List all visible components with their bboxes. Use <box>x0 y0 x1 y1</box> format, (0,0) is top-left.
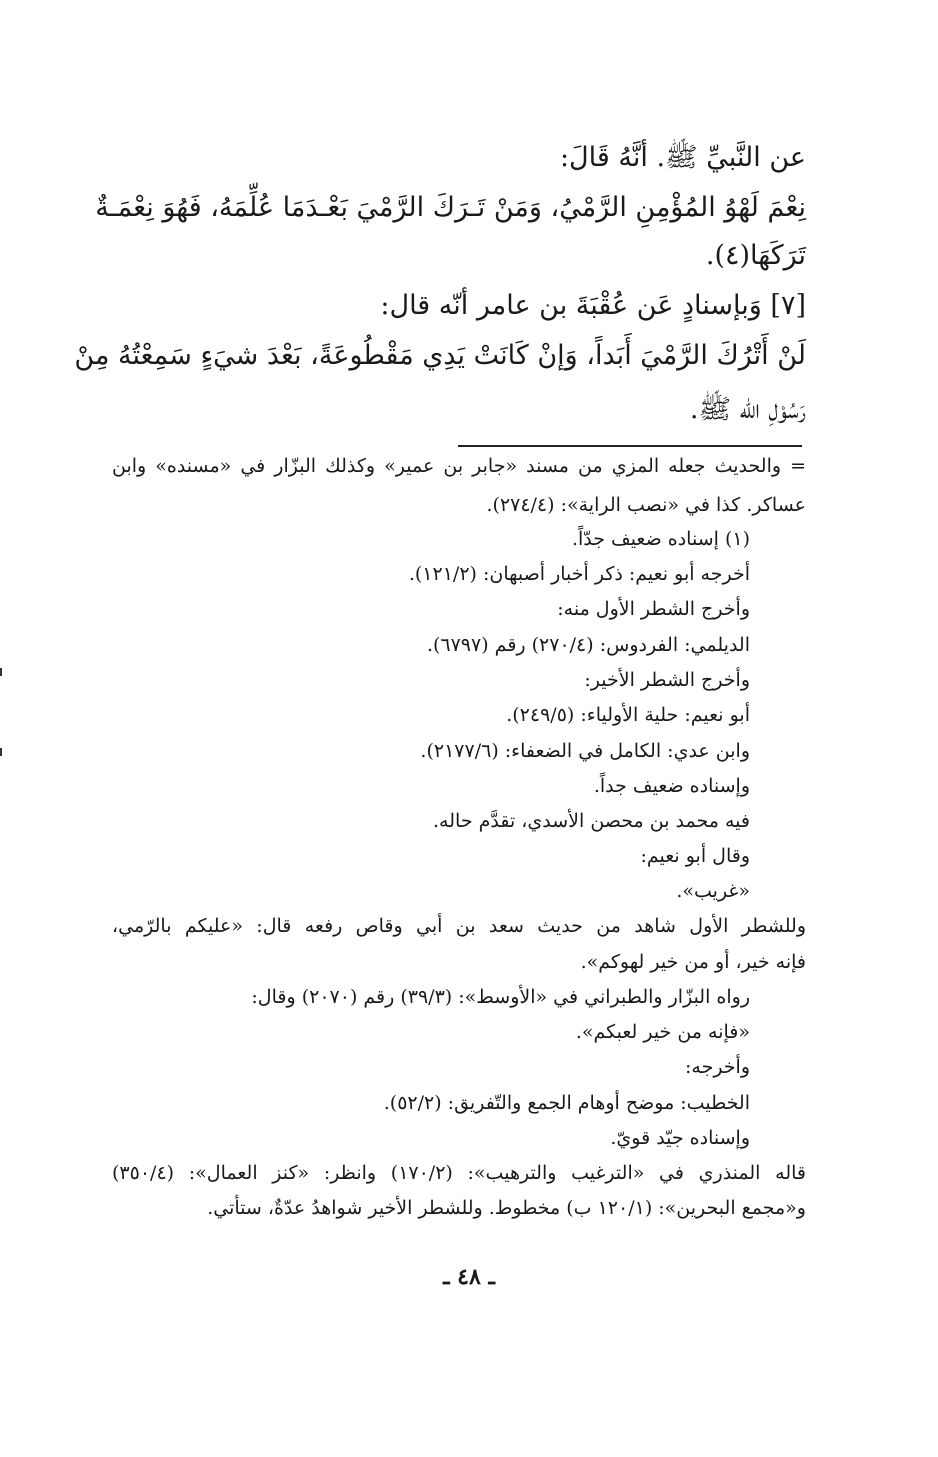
footnote-line-13: «غريب». <box>676 880 750 902</box>
scan-edge-mark <box>0 748 2 756</box>
main-text-line-6: رَسُوْلِ الله ﷺ. <box>689 394 806 425</box>
footnote-line-9: وابن عدي: الكامل في الضعفاء: (٢١٧٧/٦). <box>420 740 750 762</box>
footnote-line-17: «فإنه من خير لعبكم». <box>575 1021 750 1043</box>
footnote-line-12: وقال أبو نعيم: <box>640 845 750 867</box>
scan-edge-mark <box>0 668 2 676</box>
footnote-line-19: الخطيب: موضح أوهام الجمع والتّفريق: (٥٢/٢). <box>383 1092 750 1114</box>
footnote-line-18: وأخرجه: <box>684 1056 750 1078</box>
footnote-line-14: وللشطر الأول شاهد من حديث سعد بن أبي وقاص رفعه قال: «عليكم بالرّمي، <box>112 915 806 937</box>
footnote-line-8: أبو نعيم: حلية الأولياء: (٢٤٩/٥). <box>506 704 750 726</box>
footnote-line-4: أخرجه أبو نعيم: ذكر أخبار أصبهان: (١٢١/٢). <box>408 563 750 585</box>
page-number: ـ ٤٨ ـ <box>443 1264 495 1290</box>
footnote-line-1: = والحديث جعله المزي من مسند «جابر بن عمير» وكذلك البزّار في «مسنده» وابن <box>112 455 806 477</box>
footnote-line-21: قاله المنذري في «الترغيب والترهيب»: (١٧٠/٢) وانظر: «كنز العمال»: (٣٥٠/٤) <box>112 1162 806 1184</box>
footnote-line-10: وإسناده ضعيف جداً. <box>593 775 750 797</box>
footnote-line-11: فيه محمد بن محصن الأسدي، تقدَّم حاله. <box>433 810 750 832</box>
main-text-line-4: [٧] وَبإسنادٍ عَن عُقْبَةَ بن عامر أنّه قال: <box>380 290 806 321</box>
footnote-line-16: رواه البزّار والطبراني في «الأوسط»: (٣٩/٣) رقم (٢٠٧٠) وقال: <box>251 986 750 1008</box>
footnote-line-15: فإنه خير، أو من خير لهوكم». <box>580 951 806 973</box>
footnote-line-2: عساكر. كذا في «نصب الراية»: (٢٧٤/٤). <box>486 494 806 516</box>
main-text-line-1: عن النَّبيِّ ﷺ. أنَّهُ قَالَ: <box>559 142 806 173</box>
footnote-line-3: (١) إسناده ضعيف جدّاً. <box>571 528 750 550</box>
footnote-line-6: الديلمي: الفردوس: (٢٧٠/٤) رقم (٦٧٩٧). <box>426 634 750 656</box>
main-text-line-2: نِعْمَ لَهْوُ المُؤْمِنِ الرَّمْيُ، وَمَنْ تَـرَكَ الرَّمْيَ بَعْـدَمَا عُلِّمَهُ، فَهُوَ نِعْمَـةٌ <box>95 192 806 223</box>
footnote-separator <box>458 445 802 447</box>
footnote-line-5: وأخرج الشطر الأول منه: <box>557 598 750 620</box>
footnote-line-7: وأخرج الشطر الأخير: <box>584 669 750 691</box>
footnote-line-22: و«مجمع البحرين»: (١٢٠/١ ب) مخطوط. وللشطر الأخير شواهدُ عدّةٌ، ستأتي. <box>207 1197 806 1219</box>
main-text-line-5: لَنْ أَتْرُكَ الرَّمْيَ أَبَداً، وَإنْ كَانَتْ يَدِي مَقْطُوعَةً، بَعْدَ شيَءٍ سَمِعْتُهُ مِنْ <box>74 340 806 371</box>
main-text-line-3: تَرَكَهَا(٤). <box>705 240 806 271</box>
footnote-line-20: وإسناده جيّد قويّ. <box>610 1127 750 1149</box>
